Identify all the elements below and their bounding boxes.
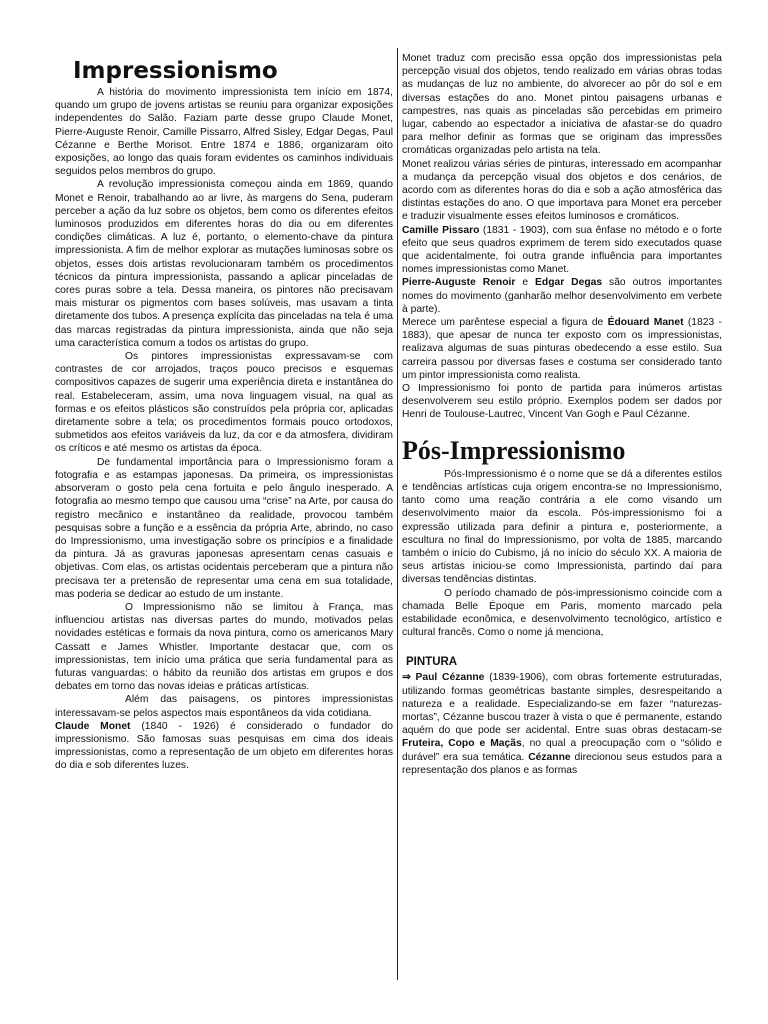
name-cezanne: Cézanne	[528, 751, 571, 763]
name-camille-pissaro: Camille Pissaro	[402, 224, 480, 236]
paragraph-pissaro	[402, 224, 722, 277]
cezanne-text-c: direcionou seus estudos para a representação dos planos e as formas	[402, 751, 723, 776]
name-degas: Edgar Degas	[535, 277, 603, 289]
paragraph-starting-point: O Impressionismo foi ponto de partida para inúmeros artistas desenvolverem seu estilo próprio. Exemplos podem ser dados por Henri de Toulouse-Lautrec, Vincent Van Gogh e Paul Cézanne.	[402, 383, 722, 421]
paragraph-landscapes: Além das paisagens, os pintores impressionistas interessavam-se pelos aspectos mais espontâneos da vida cotidiana.	[55, 694, 393, 719]
renoir-degas-text: são outros importantes nomes do movimento (ganharão melhor desenvolvimento em verbete à parte).	[402, 277, 722, 315]
arrow-right-icon: ⇒	[402, 672, 411, 684]
paragraph-photography: De fundamental importância para o Impressionismo foram a fotografia e as estampas japonesas. Da primeira, os impressionistas absorveram o gosto pela cena fortuita e pelo ângulo inesperado. A fotografia ao mesmo tempo que causou uma “crise” na Arte, por causa do registro mecânico e instantâneo da realidade, provocou também pesquisas sobre a função e a essência da própria Arte, abrindo, no caso do Impressionismo, uma investigação sobre os princípios e a finalidade da pintura. Já as gravuras japonesas apresentam cenas casuais e objetivas. Com elas, os artistas ocidentais perceberam que a pintura não precisava ter a pretensão de representar uma cena em sua totalidade, mas poderia se dedicar ao estudo de um instante.	[55, 456, 393, 600]
monet-text: (1840 - 1926) é considerado o fundador do impressionismo. São famosas suas pesquisas em cima dos ideais impressionistas, como a representação de um objeto em diferentes horas do dia e sob diferentes luzes.	[55, 720, 393, 772]
paragraph-belle-epoque: O período chamado de pós-impressionismo coincide com a chamada Belle Époque em Paris, momento marcado pela estabilidade econômica, e desenvolvimento tecnológico, artístico e cultural francês. Como o nome já menciona,	[402, 587, 722, 639]
left-column	[55, 0, 393, 773]
paragraph-history: A história do movimento impressionista tem início em 1874, quando um grupo de jovens artistas se reuniu para organizar exposições independentes do Salão. Faziam parte desse grupo Claude Monet, Pierre-Auguste Renoir, Camille Pissarro, Alfred Sisley, Edgar Degas, Paul Cézanne e Berthe Morisot. Entre 1874 e 1886, organizaram oito exposições, ao longo das quais foram evidentes os caminhos individuais seguidos pelos membros do grupo.	[55, 87, 393, 178]
paragraph-monet-series: Monet realizou várias séries de pinturas, interessado em acompanhar a mudança da percepção visual dos objetos e dos cenários, de acordo com as diferentes horas do dia e sob a ação atmosférica das distintas estações do ano. O que importava para Monet era perceber e traduzir visualmente esses efeitos luminosos e cromáticos.	[402, 158, 722, 223]
paragraph-influence: O Impressionismo não se limitou à França, mas influenciou artistas nas diversas partes do mundo, motivados pelas novidades estéticas e formais da nova pintura, como os americanos Mary Cassatt e James Whistler. Importante destacar que, com os impressionistas, tem início uma prática que seria fundamental para as futuras vanguardas: o hábito da reunião dos artistas em grupos e dos debates em torno das novas ideias e práticas artísticas.	[55, 601, 393, 693]
paragraph-cezanne	[402, 671, 722, 777]
pissaro-text: (1831 - 1903), com sua ênfase no método e o forte efeito que seus quadros exprimem de terem sido executados quase que acidentalmente, foi outra grande influência para importantes nomes impressionistas como Manet.	[402, 224, 722, 276]
cezanne-text-a: (1839-1906), com obras fortemente estruturadas, utilizando formas geométricas bastante simples, desrespeitando a natureza e a realidade. Especializando-se em fazer “naturezas-mortas”, Cézanne buscou trazer à vista o que é permanente, estando aquém do que pode ser acidental. Entre suas obras destacam-se	[402, 672, 722, 737]
paragraph-renoir-degas	[402, 276, 722, 316]
paragraph-pos-definition: Pós-Impressionismo é o nome que se dá a diferentes estilos e tendências artísticas cuja origem encontra-se no Impressionismo, tanto como uma reação contrária a ele como visando um desenvolvimento maior da escola. Pós-impressionismo foi a expressão utilizada para definir a pintura e, posteriormente, a escultura no final do Impressionismo, por volta de 1885, marcando também o início do Cubismo, já no início do século XX. A maioria de seus artistas iniciou-se como Impressionista, partindo daí para diversas tendências distintas.	[402, 468, 722, 586]
name-claude-monet: Claude Monet	[55, 720, 131, 732]
name-edouard-manet: Édouard Manet	[607, 317, 684, 329]
paragraph-revolution: A revolução impressionista começou ainda em 1869, quando Monet e Renoir, trabalhando ao ar livre, às margens do Sena, puderam perceber a ação da luz sobre os objetos, bem como os diferentes efeitos luminosos produzidos em diferentes horas do dia ou em diferentes condições climáticas. A luz é, portanto, o elemento-chave da pintura impressionista. A fim de melhor explorar as mutações luminosas sobre os objetos, esses dois artistas revolucionaram também os procedimentos técnicos da pintura impressionista, passando a aplicar pinceladas de cores puras sobre a tela. Dessa maneira, os pintores não precisavam mais misturar os pigmentos com bases solúveis, mas usavam a tinta diretamente dos tubos. A presença explícita das pinceladas na tela é uma das marcas registradas da pintura impressionista, ainda que não seja uma característica comum a todos os artistas do grupo.	[55, 179, 393, 349]
paragraph-manet	[402, 316, 722, 382]
name-renoir: Pierre-Auguste Renoir	[402, 277, 516, 289]
paragraph-monet	[55, 720, 393, 773]
manet-intro: Merece um parêntese especial a figura de	[402, 317, 608, 329]
manet-text: (1823 - 1883), que apesar de nunca ter exposto com os impressionistas, realizava algumas de suas pinturas obedecendo a esse estilo. Sua carreira passou por diversas fases e costuma ser considerado tanto um pintor impressionista como realista.	[402, 317, 722, 381]
column-divider	[397, 48, 398, 980]
paragraph-monet-precision: Monet traduz com precisão essa opção dos impressionistas pela percepção visual dos objetos, tendo realizado em várias obras todas as mudanças de luz no ambiente, do alvorecer ao pôr do sol e em diversas estações do ano. Monet pintou paisagens urbanas e campestres, nas quais as pinceladas são percebidas em primeiro lugar, cabendo ao espectador a iniciativa de afastar-se do quadro para melhor definir as formas que se originam das impressões cromáticas organizadas pelo artista na tela.	[402, 53, 722, 157]
renoir-degas-joiner: e	[515, 277, 536, 289]
right-column	[402, 0, 722, 777]
cezanne-text-b: , no qual a preocupação com o “sólido e durável” era sua temática.	[402, 738, 722, 763]
section-title-pos-impressionismo: Pós-Impressionismo	[402, 435, 626, 465]
cezanne-works: Fruteira, Copo e Maçãs	[402, 738, 522, 750]
paragraph-expression: Os pintores impressionistas expressavam-se com contrastes de cor arrojados, traços pouco precisos e esquemas compositivos capazes de sugerir uma experiência direta e instantânea do real. Estabeleceram, assim, uma nova linguagem visual, na qual as formas e os efeitos plásticos são construídos pela própria cor, aplicadas diretamente sobre a tela; os procedimentos formais pouco ortodoxos, submetidos aos efeitos variáveis da luz, da cor e da atmosfera, dividiram os críticos e até mesmo os artistas da época.	[55, 351, 393, 455]
page-title: Impressionismo	[73, 58, 278, 84]
name-paul-cezanne: Paul Cézanne	[415, 672, 485, 684]
subsection-title-pintura: PINTURA	[406, 656, 458, 669]
